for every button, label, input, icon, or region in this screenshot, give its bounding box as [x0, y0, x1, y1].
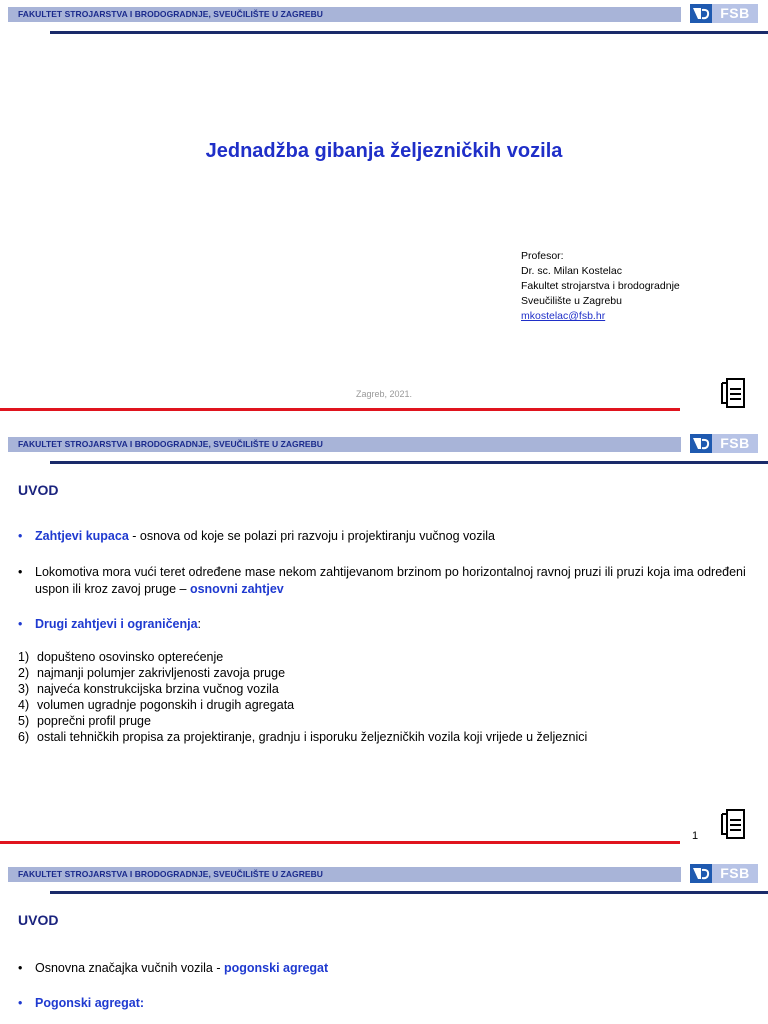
fsb-logo: [690, 864, 758, 883]
list-num: 2): [18, 666, 30, 680]
list-text: ostali tehničkih propisa za projektiranje, gradnju i isporuku željezničkih vozila koji vrijede u željeznici: [37, 730, 588, 744]
list-item: [18, 665, 587, 681]
professor-label: Profesor:: [521, 250, 564, 262]
bullet-dot: •: [18, 617, 23, 631]
bullet-strong: Pogonski agregat:: [35, 996, 145, 1010]
list-num: 6): [18, 730, 30, 744]
bullet-drive-unit: [18, 995, 758, 1012]
list-num: 1): [18, 650, 30, 664]
document-icon[interactable]: [720, 808, 746, 840]
list-item: [18, 649, 587, 665]
slide-uvod-2: [0, 860, 768, 1024]
header-divider: [50, 891, 768, 894]
document-icon[interactable]: [720, 377, 746, 409]
list-num: 5): [18, 714, 30, 728]
list-text: volumen ugradnje pogonskih i drugih agregata: [37, 698, 295, 712]
bullet-text: Osnovna značajka vučnih vozila -: [35, 961, 224, 975]
list-text: najveća konstrukcijska brzina vučnog vozila: [37, 682, 279, 696]
professor-name: Dr. sc. Milan Kostelac: [521, 265, 622, 277]
bullet-text: :: [197, 617, 202, 631]
bullet-dot: •: [18, 961, 23, 975]
slide-heading: UVOD: [18, 482, 59, 498]
list-text: najmanji polumjer zakrivljenosti zavoja pruge: [37, 666, 286, 680]
page-number: 1: [692, 830, 699, 842]
bullet-text: - osnova od koje se polazi pri razvoju i projektiranju vučnog vozila: [128, 529, 495, 543]
bullet-strong: pogonski agregat: [223, 961, 329, 975]
bullet-customer-requirements: [18, 528, 758, 545]
bullet-other-requirements: [18, 616, 758, 633]
list-text: poprečni profil pruge: [37, 714, 151, 728]
slide-footer: Zagreb, 2021.: [355, 389, 413, 399]
bullet-main-requirement: [18, 564, 758, 598]
bullet-main-feature: [18, 960, 758, 977]
list-num: 3): [18, 682, 30, 696]
fsb-logo-text: FSB: [712, 864, 758, 883]
bullet-strong: Zahtjevi kupaca: [35, 529, 129, 543]
requirements-list: [18, 649, 587, 745]
footer-red-line: [0, 841, 680, 844]
header-divider: [50, 461, 768, 464]
slide-title: [0, 0, 768, 430]
bullet-text: Lokomotiva mora vući teret određene mase nekom zahtijevanom brzinom po horizontalnoj ravnoj pruzi ili pruzi koja ima određeni uspon ili kroz zavoj pruge –: [35, 565, 746, 596]
bullet-dot: •: [18, 996, 23, 1010]
fsb-logo-icon: [690, 864, 712, 883]
list-num: 4): [18, 698, 30, 712]
professor-email-link[interactable]: mkostelac@fsb.hr: [521, 310, 606, 322]
bullet-strong: osnovni zahtjev: [189, 582, 284, 596]
list-item: [18, 681, 587, 697]
fsb-logo-text: FSB: [712, 4, 758, 23]
professor-faculty: Fakultet strojarstva i brodogradnje: [521, 280, 680, 292]
professor-university: Sveučilište u Zagrebu: [521, 295, 622, 307]
list-item: [18, 697, 587, 713]
presentation-title: Jednadžba gibanja željezničkih vozila: [205, 140, 563, 162]
slide-heading: UVOD: [18, 912, 59, 928]
institution-name: FAKULTET STROJARSTVA I BRODOGRADNJE, SVEUČILIŠTE U ZAGREBU: [18, 869, 323, 879]
institution-name: FAKULTET STROJARSTVA I BRODOGRADNJE, SVEUČILIŠTE U ZAGREBU: [18, 439, 323, 449]
bullet-dot: •: [18, 565, 23, 579]
list-item: [18, 713, 587, 729]
list-item: [18, 729, 587, 745]
bullet-dot: •: [18, 529, 23, 543]
fsb-logo-text: FSB: [712, 434, 758, 453]
fsb-logo-icon: [690, 4, 712, 23]
bullet-strong: Drugi zahtjevi i ograničenja: [35, 617, 198, 631]
fsb-logo: [690, 4, 758, 23]
slide-uvod-1: [0, 430, 768, 860]
header-divider: [50, 31, 768, 34]
list-text: dopušteno osovinsko opterećenje: [37, 650, 224, 664]
professor-info: [521, 249, 680, 324]
fsb-logo: [690, 434, 758, 453]
institution-name: FAKULTET STROJARSTVA I BRODOGRADNJE, SVEUČILIŠTE U ZAGREBU: [18, 9, 323, 19]
fsb-logo-icon: [690, 434, 712, 453]
footer-red-line: [0, 408, 680, 411]
